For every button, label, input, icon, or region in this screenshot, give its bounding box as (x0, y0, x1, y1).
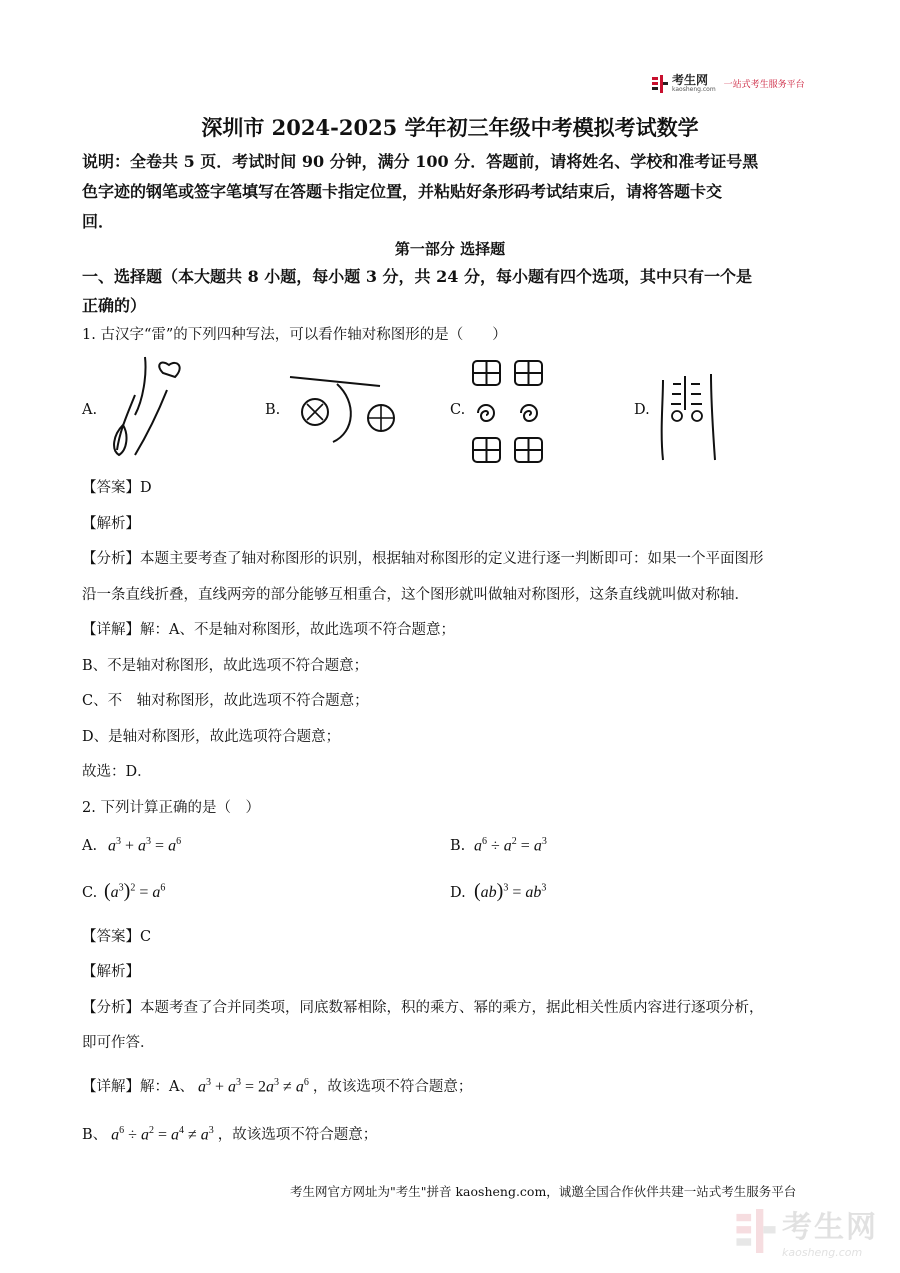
q2-option-d-formula: $(ab)^3 = ab^3$ (474, 880, 547, 902)
q2-option-b-label: B. (450, 838, 466, 854)
q1-detail-line-4: D、是轴对称图形，故此选项符合题意； (82, 729, 341, 745)
watermark-text (782, 1202, 878, 1259)
q2-detail-b-prefix: B、 (82, 1127, 108, 1144)
q1-option-d-glyph-icon (655, 362, 720, 462)
q1-option-a-label: A. (82, 402, 98, 418)
logo-domain: kaosheng.com (672, 86, 716, 93)
q2-analysis-line-2: 即可作答． (82, 1035, 155, 1051)
q2-option-b-formula: $a^6 \div a^2 = a^3$ (474, 836, 547, 855)
q2-answer: 【答案】C (82, 929, 152, 945)
logo-text (672, 74, 716, 93)
instructions-line-1: 说明：全卷共 5 页．考试时间 90 分钟，满分 100 分．答题前，请将姓名、学校和准考证号黑 (82, 152, 759, 171)
q1-answer: 【答案】D (82, 480, 152, 496)
q2-detail-a (82, 1073, 822, 1097)
q2-detail-b-formula: $a^6 \div a^2 = a^4 \ne a^3$ (111, 1125, 214, 1144)
q2-detail-a-formula: $a^3 + a^3 = 2a^3 \ne a^6$ (197, 1077, 309, 1096)
q1-option-a-glyph-icon (105, 355, 190, 465)
kaosheng-logo-icon (652, 75, 668, 93)
q1-stem: 1. 古汉字“雷”的下列四种写法，可以看作轴对称图形的是（ ） (82, 327, 507, 343)
q2-option-a-formula: $a^3 + a^3 = a^6$ (108, 836, 182, 855)
logo-slogan: 一站式考生服务平台 (723, 80, 805, 90)
section-heading-line-1: 一、选择题（本大题共 8 小题，每小题 3 分，共 24 分，每小题有四个选项，其中只有一个是 (82, 267, 752, 286)
logo-name: 考生网 (672, 73, 709, 87)
part-title: 第一部分 选择题 (394, 240, 506, 258)
q2-detail-a-suffix: ，故该选项不符合题意； (312, 1079, 473, 1096)
q2-analysis-label: 【解析】 (82, 964, 140, 980)
q1-option-c-label: C. (450, 402, 466, 418)
q1-analysis-line-2: 沿一条直线折叠，直线两旁的部分能够互相重合，这个图形就叫做轴对称图形，这条直线就叫做对称轴． (82, 587, 749, 603)
q1-option-c-glyph-icon (470, 358, 550, 466)
watermark (736, 1202, 878, 1259)
section-heading-line-2: 正确的） (82, 296, 147, 315)
q1-detail-line-1: 【详解】解：A、不是轴对称图形，故此选项不符合题意； (82, 622, 455, 638)
q2-detail-a-prefix: 【详解】解：A、 (82, 1079, 194, 1096)
q2-option-c-formula: $(a^3)^2 = a^6$ (104, 880, 166, 902)
instructions-line-2: 色字迹的钢笔或签字笔填写在答题卡指定位置，并粘贴好条形码考试结束后，请将答题卡交 (82, 182, 723, 201)
q2-detail-b (82, 1121, 822, 1145)
exam-title: 深圳市 2024-2025 学年初三年级中考模拟考试数学 (201, 115, 699, 140)
q1-detail-line-2: B、不是轴对称图形，故此选项不符合题意； (82, 658, 369, 674)
watermark-name: 考生网 (782, 1210, 878, 1245)
q1-option-b-label: B. (265, 402, 281, 418)
q2-option-c-label: C. (82, 885, 98, 901)
q1-option-b-glyph-icon (285, 372, 400, 447)
q2-option-a-label: A. (82, 838, 98, 854)
q2-analysis-line-1: 【分析】本题考查了合并同类项，同底数幂相除，积的乘方、幂的乘方，据此相关性质内容进行逐项分析， (82, 1000, 764, 1016)
q1-detail-line-3: C、不 轴对称图形，故此选项不符合题意； (82, 693, 369, 709)
instructions-line-3: 回． (82, 212, 115, 231)
q2-stem: 2. 下列计算正确的是（ ） (82, 800, 260, 816)
q1-analysis-label: 【解析】 (82, 516, 140, 532)
watermark-domain: kaosheng.com (782, 1246, 863, 1259)
q1-analysis-line-1: 【分析】本题主要考查了轴对称图形的识别，根据轴对称图形的定义进行逐一判断即可：如果一个平面图形 (82, 551, 764, 567)
watermark-logo-icon (736, 1209, 776, 1253)
q1-conclusion: 故选：D． (82, 764, 152, 780)
page-footer: 考生网官方网址为"考生"拼音 kaosheng.com，诚邀全国合作伙伴共建一站式考生服务平台 (290, 1184, 797, 1199)
q1-option-d-label: D. (634, 402, 650, 418)
q2-detail-b-suffix: ，故该选项不符合题意； (217, 1127, 378, 1144)
q2-option-d-label: D. (450, 885, 466, 901)
header-logo (652, 74, 805, 93)
